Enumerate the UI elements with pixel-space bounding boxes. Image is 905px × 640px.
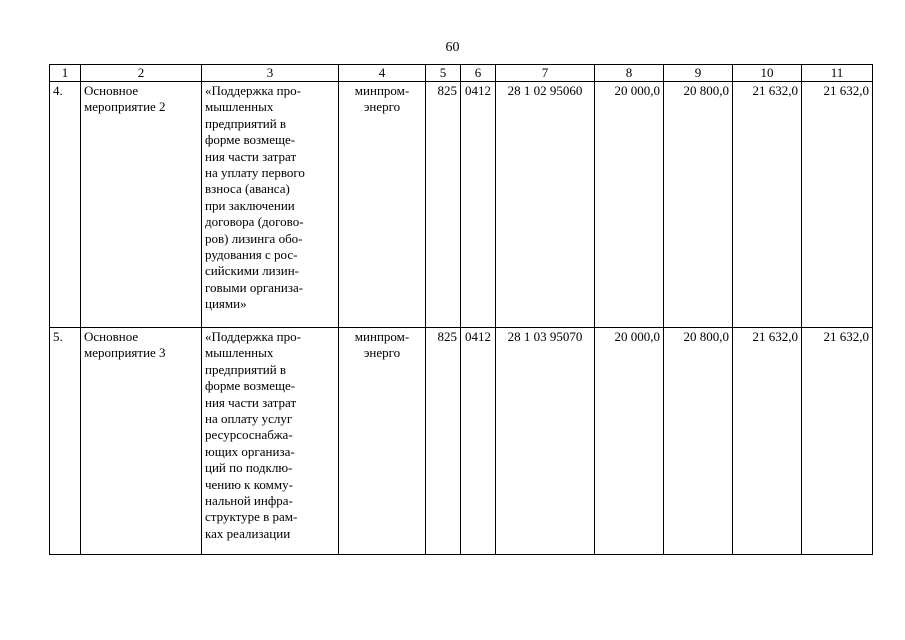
col-header-4: 4 — [339, 65, 426, 82]
amount-col-10: 21 632,0 — [733, 82, 802, 328]
amount-col-11: 21 632,0 — [802, 82, 873, 328]
amount-col-11: 21 632,0 — [802, 328, 873, 555]
col-header-11: 11 — [802, 65, 873, 82]
executor: минпром- энерго — [339, 328, 426, 555]
page-number: 60 — [445, 40, 460, 55]
target-article-code: 28 1 03 95070 — [496, 328, 595, 555]
col-header-2: 2 — [81, 65, 202, 82]
col-header-8: 8 — [595, 65, 664, 82]
measure-name: Основное мероприятие 3 — [81, 328, 202, 555]
table-row — [50, 82, 873, 328]
col-header-1: 1 — [50, 65, 81, 82]
column-number-row — [50, 65, 873, 82]
measure-name: Основное мероприятие 2 — [81, 82, 202, 328]
col-header-3: 3 — [202, 65, 339, 82]
amount-col-8: 20 000,0 — [595, 328, 664, 555]
col-header-10: 10 — [733, 65, 802, 82]
grbs-code: 825 — [426, 328, 461, 555]
amount-col-9: 20 800,0 — [664, 328, 733, 555]
target-article-code: 28 1 02 95060 — [496, 82, 595, 328]
grbs-code: 825 — [426, 82, 461, 328]
row-number: 5. — [50, 328, 81, 555]
table-row — [50, 328, 873, 555]
measure-description: «Поддержка про- мышленных предприятий в форме возмеще- ния части затрат на уплату первого взноса (аванса) при заключении договора (догово- ров) лизинга обо- рудования с рос- сийскими лизин- говыми организа- циями» — [202, 82, 339, 328]
row-number: 4. — [50, 82, 81, 328]
executor: минпром- энерго — [339, 82, 426, 328]
measure-description: «Поддержка про- мышленных предприятий в форме возмеще- ния части затрат на оплату услуг ресурсоснабжа- ющих организа- ций по подклю- чению к комму- нальной инфра- структуре в рам- ках реализации — [202, 328, 339, 555]
section-code: 0412 — [461, 328, 496, 555]
program-table — [49, 64, 873, 555]
section-code: 0412 — [461, 82, 496, 328]
amount-col-9: 20 800,0 — [664, 82, 733, 328]
col-header-9: 9 — [664, 65, 733, 82]
col-header-6: 6 — [461, 65, 496, 82]
amount-col-10: 21 632,0 — [733, 328, 802, 555]
col-header-5: 5 — [426, 65, 461, 82]
col-header-7: 7 — [496, 65, 595, 82]
amount-col-8: 20 000,0 — [595, 82, 664, 328]
